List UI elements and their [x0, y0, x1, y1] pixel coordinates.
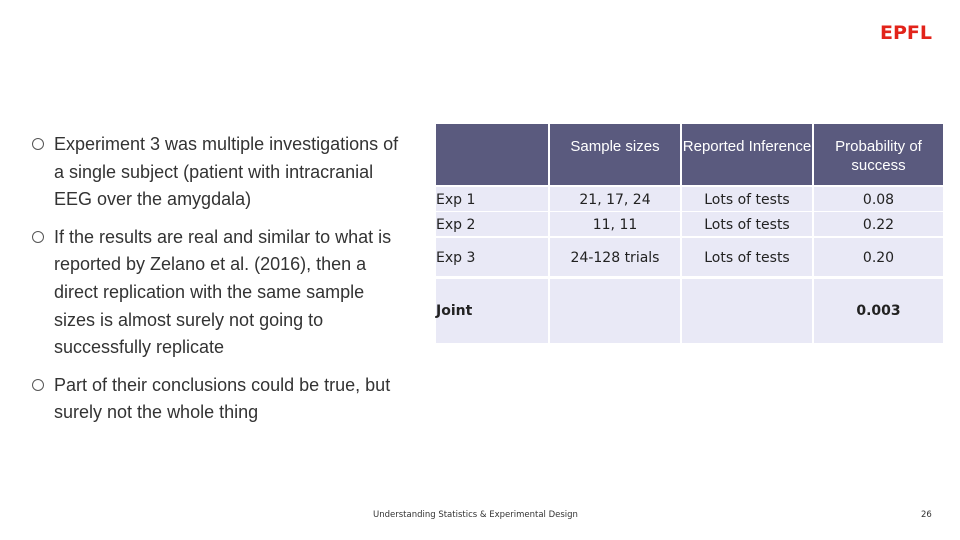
cell-sample-exp2: 11, 11 [592, 217, 638, 233]
bullet-item [30, 224, 405, 362]
epfl-logo: EPFL [880, 22, 932, 44]
row-divider [436, 211, 943, 212]
row-label-exp2: Exp 2 [436, 217, 476, 233]
cell-prob-joint: 0.003 [856, 303, 901, 319]
footer-course-title: Understanding Statistics & Experimental Design [373, 510, 578, 520]
cell-sample-exp3: 24-128 trials [570, 250, 660, 266]
row-label-exp3: Exp 3 [436, 250, 476, 266]
header-sample-sizes: Sample sizes [570, 138, 660, 155]
bullet-list [30, 131, 405, 427]
row-label-exp1: Exp 1 [436, 192, 476, 208]
header-reported-inference: Reported Inference [682, 138, 812, 155]
bullet-text: Part of their conclusions could be true, but surely not the whole thing [54, 374, 391, 423]
bullet-circle-icon [32, 231, 44, 243]
cell-inference-exp2: Lots of tests [704, 217, 790, 233]
results-table [436, 124, 943, 343]
bullet-text: If the results are real and similar to what is reported by Zelano et al. (2016), then a direct replication with the same sample sizes is almost surely not going to successfully replicate [54, 226, 392, 358]
column-divider [548, 124, 550, 343]
page-number: 26 [921, 510, 932, 520]
row-label-joint: Joint [436, 303, 473, 319]
header-probability: Probability of success [835, 138, 922, 174]
cell-prob-exp3: 0.20 [862, 250, 895, 266]
bullet-item [30, 372, 405, 427]
cell-prob-exp2: 0.22 [862, 217, 895, 233]
cell-inference-exp3: Lots of tests [704, 250, 790, 266]
bullet-circle-icon [32, 138, 44, 150]
bullet-item [30, 131, 405, 214]
bullet-text: Experiment 3 was multiple investigations of a single subject (patient with intracranial EEG over the amygdala) [54, 134, 399, 210]
cell-sample-exp1: 21, 17, 24 [579, 192, 651, 208]
column-divider [680, 124, 682, 343]
cell-inference-exp1: Lots of tests [704, 192, 790, 208]
cell-prob-exp1: 0.08 [862, 192, 895, 208]
bullet-circle-icon [32, 379, 44, 391]
